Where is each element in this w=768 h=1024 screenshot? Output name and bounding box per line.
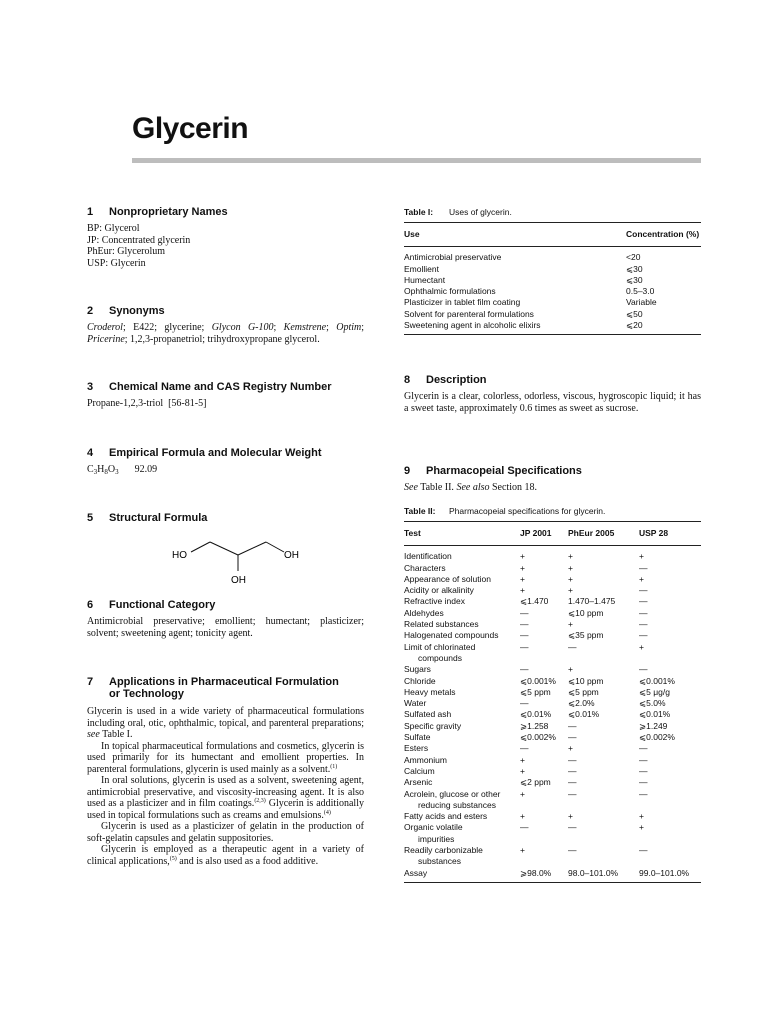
usp-28-cell: + [639, 822, 644, 833]
test-name: Ammonium [404, 754, 447, 765]
jp-2001-cell: — [520, 607, 529, 618]
test-cell [404, 596, 520, 607]
test-name: Appearance of solution [404, 573, 491, 584]
table-header: Test [404, 522, 520, 546]
test-cell [404, 845, 520, 868]
use-cell: Emollient [404, 263, 439, 274]
usp-28-cell: — [639, 585, 648, 596]
paragraph: Glycerin is used in a wide variety of pharmaceutical formulations including oral, otic, ophthalmic, topical, and parenteral preparations; see Table I. [87, 706, 364, 740]
table-row [404, 789, 701, 812]
test-name-continued: reducing substances [418, 799, 496, 810]
test-cell [404, 563, 520, 574]
section-heading: 9 Pharmacopeial Specifications [404, 465, 582, 477]
test-name: Organic volatile [404, 822, 463, 833]
usp-28-cell: — [639, 788, 648, 799]
pheur-2005-cell: — [568, 845, 577, 856]
jp-2001-cell: — [520, 822, 529, 833]
table-row [404, 811, 701, 822]
table-header: Concentration (%) [626, 223, 701, 247]
test-cell [404, 698, 520, 709]
table-row [404, 608, 701, 619]
usp-28-cell: + [639, 641, 644, 652]
pheur-2005-cell: ⩽5 ppm [568, 686, 599, 697]
table-row [404, 297, 701, 308]
bond [266, 542, 284, 552]
test-cell [404, 822, 520, 845]
concentration-cell: ⩽20 [626, 320, 701, 335]
section-heading: 5 Structural Formula [87, 512, 208, 524]
pheur-2005-cell: + [568, 811, 573, 822]
pheur-2005-cell: — [568, 732, 577, 743]
table-row [404, 247, 701, 264]
concentration-cell: ⩽30 [626, 263, 643, 274]
section-heading: 8 Description [404, 374, 487, 386]
test-name: Related substances [404, 619, 479, 630]
usp-28-cell: + [639, 811, 644, 822]
pheur-2005-cell: ⩽10 ppm [568, 607, 604, 618]
test-name: Identification [404, 551, 452, 562]
test-name: Characters [404, 562, 446, 573]
table-row [404, 777, 701, 788]
jp-2001-cell: + [520, 562, 525, 573]
jp-2001-cell: + [520, 585, 525, 596]
glycerol-structure-diagram [172, 538, 302, 588]
section-structural-formula [87, 512, 364, 592]
test-name: Specific gravity [404, 720, 462, 731]
jp-2001-cell: ⩾1.258 [520, 720, 549, 731]
pheur-2005-cell: + [568, 551, 573, 562]
pheur-2005-cell: + [568, 664, 573, 675]
section-synonyms [87, 305, 364, 345]
molecular-weight: 92.09 [134, 464, 158, 475]
test-name: Assay [404, 867, 428, 878]
test-cell [404, 642, 520, 665]
section-heading: 1 Nonproprietary Names [87, 206, 228, 218]
table-row [404, 676, 701, 687]
section-heading: 3 Chemical Name and CAS Registry Number [87, 381, 332, 393]
table-row [404, 687, 701, 698]
table-uses-of-glycerin [404, 222, 701, 335]
pheur-2005-cell: — [568, 777, 577, 788]
test-cell [404, 777, 520, 788]
test-name-continued: compounds [418, 652, 462, 663]
pheur-2005-cell: + [568, 562, 573, 573]
test-name: Limit of chlorinated [404, 641, 476, 652]
test-cell [404, 743, 520, 754]
usp-28-cell: — [639, 845, 648, 856]
test-name: Esters [404, 743, 429, 754]
section-applications [87, 676, 364, 867]
pheur-2005-cell: — [568, 822, 577, 833]
jp-2001-cell: + [520, 551, 525, 562]
jp-2001-cell: — [520, 619, 529, 630]
test-name: Readily carbonizable [404, 845, 483, 856]
paragraph: In topical pharmaceutical formulations and cosmetics, glycerin is used primarily for its humectant and emollient properties. In parenteral formulations, glycerin is used mainly as a solvent.$^{(1)}$ [87, 740, 364, 775]
table-row [404, 630, 701, 641]
section-functional-category [87, 599, 364, 639]
table-row [404, 868, 701, 883]
test-cell [404, 811, 520, 822]
section-pharmacopeial-specifications [404, 465, 701, 494]
jp-2001-cell: + [520, 573, 525, 584]
jp-2001-cell: — [520, 743, 529, 754]
section-heading: 7 Applications in Pharmaceutical Formulation or Technology [87, 676, 339, 700]
test-cell [404, 789, 520, 812]
test-name: Acidity or alkalinity [404, 585, 474, 596]
test-name-continued: substances [418, 856, 461, 867]
table-row [404, 822, 701, 845]
use-cell: Solvent for parenteral formulations [404, 308, 534, 319]
section-empirical-formula [87, 447, 364, 476]
pheur-2005-cell: — [568, 754, 577, 765]
table-body [404, 546, 701, 883]
usp-28-cell: — [639, 562, 648, 573]
usp-28-cell: ⩽0.01% [639, 709, 671, 720]
test-name: Refractive index [404, 596, 465, 607]
section-chemical-name [87, 381, 364, 410]
test-cell [404, 546, 520, 563]
table-2-block [404, 506, 701, 883]
table-row [404, 755, 701, 766]
usp-28-cell: ⩽0.002% [639, 732, 675, 743]
pheur-2005-cell: ⩽2.0% [568, 698, 595, 709]
bond [238, 542, 266, 555]
usp-28-cell: — [639, 754, 648, 765]
table-header: Use [404, 223, 626, 247]
table-row [404, 309, 701, 320]
test-name: Heavy metals [404, 686, 456, 697]
pheur-2005-cell: ⩽10 ppm [568, 675, 604, 686]
paragraph: Glycerin is used as a plasticizer of gelatin in the production of soft-gelatin capsules and gelatin suppositories. [87, 821, 364, 844]
concentration-cell: ⩽50 [626, 308, 643, 319]
test-cell [404, 732, 520, 743]
table-row [404, 596, 701, 607]
jp-2001-cell: ⩽2 ppm [520, 777, 551, 788]
concentration-cell: ⩽30 [626, 274, 643, 285]
test-cell [404, 676, 520, 687]
jp-2001-cell: ⩽0.002% [520, 732, 556, 743]
jp-2001-cell: — [520, 641, 529, 652]
test-name: Fatty acids and esters [404, 811, 488, 822]
test-cell [404, 687, 520, 698]
usp-28-cell: ⩽5 μg/g [639, 686, 670, 697]
usp-28-cell: ⩽5.0% [639, 698, 666, 709]
jp-2001-cell: + [520, 811, 525, 822]
table-row [404, 698, 701, 709]
pheur-2005-cell: + [568, 573, 573, 584]
test-name: Sugars [404, 664, 431, 675]
use-cell: Sweetening agent in alcoholic elixirs [404, 320, 626, 335]
description-text: Glycerin is a clear, colorless, odorless, viscous, hygroscopic liquid; it has a sweet taste, approximately 0.6 times as sweet as sucrose. [404, 391, 701, 414]
usp-28-cell: ⩽0.001% [639, 675, 675, 686]
jp-2001-cell: + [520, 754, 525, 765]
test-name: Chloride [404, 675, 436, 686]
jp-2001-cell: ⩾98.0% [520, 868, 568, 883]
pheur-2005-cell: 98.0–101.0% [568, 868, 639, 883]
use-cell: Humectant [404, 274, 446, 285]
test-cell [404, 721, 520, 732]
pheur-2005-cell: — [568, 765, 577, 776]
concentration-cell: 0.5–3.0 [626, 286, 655, 297]
test-name: Water [404, 698, 427, 709]
usp-28-cell: + [639, 551, 644, 562]
use-cell: Plasticizer in tablet film coating [404, 297, 521, 308]
jp-2001-cell: ⩽0.01% [520, 709, 552, 720]
usp-28-cell: — [639, 743, 648, 754]
table-pharmacopeial-specifications [404, 521, 701, 883]
jp-2001-cell: + [520, 788, 525, 799]
table-1-block [404, 207, 701, 335]
jp-2001-cell: + [520, 845, 525, 856]
test-cell [404, 868, 520, 883]
table-row [404, 585, 701, 596]
functional-category-text: Antimicrobial preservative; emollient; humectant; plasticizer; solvent; sweetening agent; tonicity agent. [87, 616, 364, 639]
table-2-caption: Table II: Pharmacopeial specifications for glycerin. [404, 506, 606, 516]
usp-28-cell: — [639, 765, 648, 776]
ho-label: HO [172, 550, 187, 561]
usp-28-cell: — [639, 630, 648, 641]
table-body [404, 247, 701, 335]
table-row [404, 709, 701, 720]
usp-28-cell: ⩾1.249 [639, 720, 668, 731]
name-usp: USP: Glycerin [87, 257, 146, 269]
name-jp: JP: Concentrated glycerin [87, 234, 191, 246]
table-row [404, 275, 701, 286]
paragraph: Glycerin is employed as a therapeutic agent in a variety of clinical applications,$^{(5)}$ and is also used as a food additive. [87, 844, 364, 867]
jp-2001-cell: — [520, 698, 529, 709]
table-header: JP 2001 [520, 522, 568, 546]
table-row [404, 845, 701, 868]
usp-28-cell: — [639, 596, 648, 607]
test-cell [404, 585, 520, 596]
table-row [404, 664, 701, 675]
name-pheur: PhEur: Glycerolum [87, 246, 166, 257]
synonyms-text: Croderol; E422; glycerine; Glycon G-100; Kemstrene; Optim; Pricerine; 1,2,3-propanetriol; trihydroxypropane glycerol. [87, 322, 365, 345]
test-cell [404, 755, 520, 766]
table-row [404, 574, 701, 585]
test-cell [404, 619, 520, 630]
table-row [404, 642, 701, 665]
paragraph: In oral solutions, glycerin is used as a solvent, sweetening agent, antimicrobial preservative, and viscosity-increasing agent. It is also used as a plasticizer and in film coatings.$^{(2,3)}$ Glycerin is additionally used in topical formulations such as creams and emulsions.$^{(4)}$ [87, 775, 364, 821]
test-cell [404, 608, 520, 619]
page-title: Glycerin [132, 112, 249, 145]
jp-2001-cell: — [520, 664, 529, 675]
test-cell [404, 630, 520, 641]
pheur-2005-cell: — [568, 788, 577, 799]
pheur-2005-cell: ⩽35 ppm [568, 630, 604, 641]
test-name: Calcium [404, 765, 435, 776]
section-body [87, 223, 364, 269]
bond [210, 542, 238, 555]
usp-28-cell: — [639, 777, 648, 788]
table-row [404, 766, 701, 777]
usp-28-cell: — [639, 607, 648, 618]
table-header: PhEur 2005 [568, 522, 639, 546]
concentration-cell: Variable [626, 297, 657, 308]
table-row [404, 320, 701, 335]
section-heading: 6 Functional Category [87, 599, 216, 611]
jp-2001-cell: ⩽1.470 [520, 596, 549, 607]
concentration-cell: <20 [626, 252, 641, 263]
table-row [404, 732, 701, 743]
use-cell: Ophthalmic formulations [404, 286, 496, 297]
pheur-2005-cell: + [568, 585, 573, 596]
test-name: Aldehydes [404, 607, 444, 618]
name-bp: BP: Glycerol [87, 223, 140, 234]
usp-28-cell: + [639, 573, 644, 584]
chemical-name-text: Propane-1,2,3-triol [56-81-5] [87, 398, 207, 409]
test-name: Halogenated compounds [404, 630, 499, 641]
table-row [404, 743, 701, 754]
section-nonproprietary-names [87, 206, 364, 269]
test-name: Sulfate [404, 732, 431, 743]
bond [191, 542, 210, 552]
table-row [404, 563, 701, 574]
jp-2001-cell: ⩽5 ppm [520, 686, 551, 697]
applications-text [87, 706, 364, 867]
table-row [404, 619, 701, 630]
test-name: Acrolein, glucose or other [404, 788, 501, 799]
pheur-2005-cell: + [568, 619, 573, 630]
test-cell [404, 574, 520, 585]
pheur-2005-cell: — [568, 720, 577, 731]
oh-right-label: OH [284, 550, 299, 561]
section-description [404, 374, 701, 414]
jp-2001-cell: — [520, 630, 529, 641]
table-1-caption: Table I: Uses of glycerin. [404, 207, 512, 217]
test-cell [404, 664, 520, 675]
usp-28-cell: — [639, 619, 648, 630]
jp-2001-cell: + [520, 765, 525, 776]
table-row [404, 721, 701, 732]
table-row [404, 264, 701, 275]
test-cell [404, 766, 520, 777]
oh-bottom-label: OH [231, 575, 246, 586]
specifications-text: See Table II. See also Section 18. [404, 482, 537, 493]
test-cell [404, 709, 520, 720]
section-heading: 4 Empirical Formula and Molecular Weight [87, 447, 322, 459]
empirical-formula [87, 464, 364, 476]
table-row [404, 286, 701, 297]
test-name: Arsenic [404, 777, 433, 788]
jp-2001-cell: ⩽0.001% [520, 675, 556, 686]
use-cell: Antimicrobial preservative [404, 252, 502, 263]
pheur-2005-cell: 1.470–1.475 [568, 596, 616, 607]
table-header: USP 28 [639, 522, 701, 546]
table-row [404, 546, 701, 563]
pheur-2005-cell: + [568, 743, 573, 754]
usp-28-cell: 99.0–101.0% [639, 868, 701, 883]
usp-28-cell: — [639, 664, 648, 675]
section-heading: 2 Synonyms [87, 305, 165, 317]
test-name: Sulfated ash [404, 709, 452, 720]
test-name-continued: impurities [418, 833, 455, 844]
pheur-2005-cell: — [568, 641, 577, 652]
pheur-2005-cell: ⩽0.01% [568, 709, 600, 720]
title-rule [132, 158, 701, 163]
formula: $C_3H_8O_3$ [87, 464, 119, 476]
